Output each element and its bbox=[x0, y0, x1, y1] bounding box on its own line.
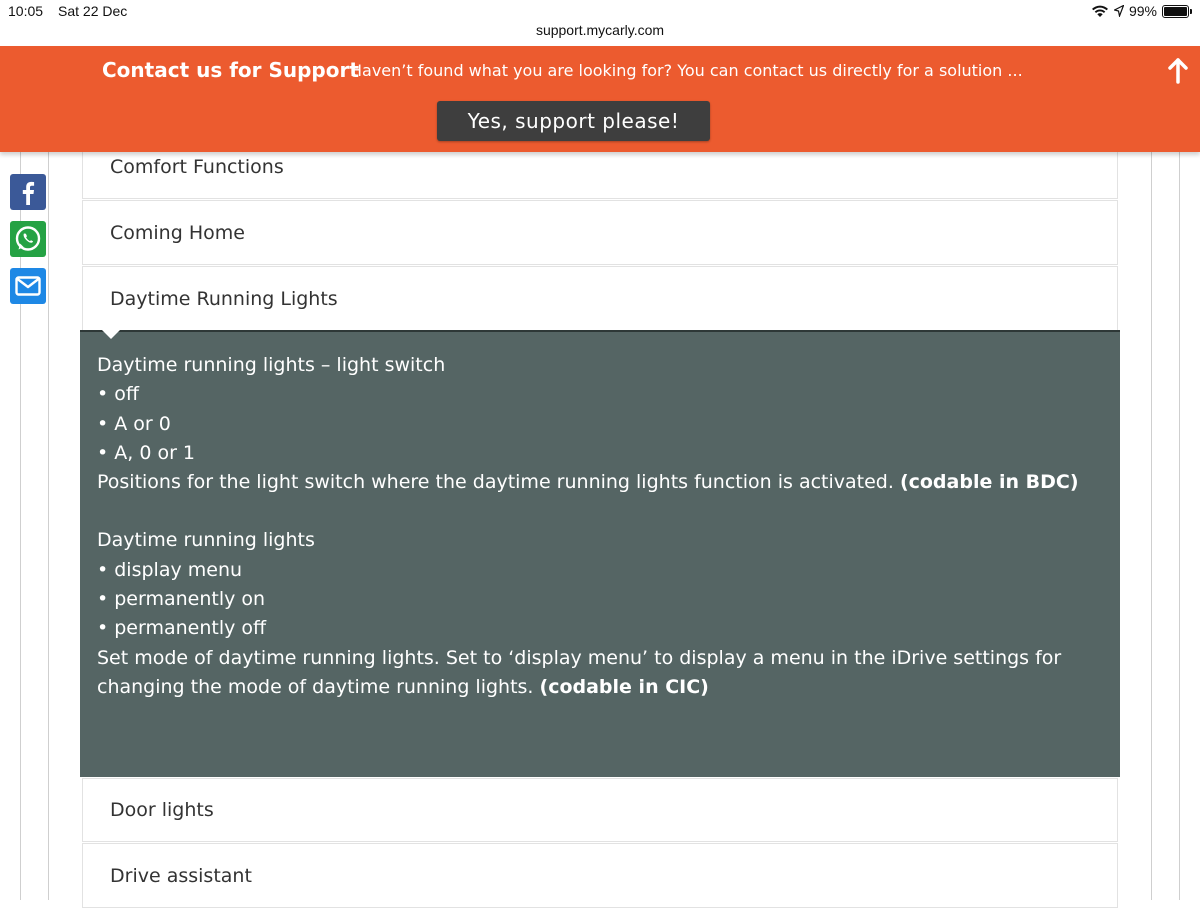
mail-icon bbox=[15, 276, 41, 296]
panel-option: • permanently on bbox=[97, 588, 266, 611]
mail-share-button[interactable] bbox=[10, 268, 46, 304]
accordion-item-label: Comfort Functions bbox=[110, 155, 284, 178]
page-border-right bbox=[1179, 150, 1180, 900]
support-button[interactable]: Yes, support please! bbox=[437, 101, 710, 141]
accordion-item-drive-assistant[interactable] bbox=[82, 843, 1118, 908]
page-border-right-inner bbox=[1151, 150, 1152, 900]
accordion-panel-daytime-running-lights bbox=[80, 330, 1120, 777]
facebook-share-button[interactable] bbox=[10, 174, 46, 210]
panel-codable-tag: (codable in BDC) bbox=[899, 471, 1079, 494]
panel-description bbox=[97, 468, 1103, 497]
panel-codable-tag: (codable in CIC) bbox=[539, 675, 709, 698]
panel-heading-mode: Daytime running lights bbox=[97, 529, 315, 552]
location-arrow-icon bbox=[1114, 5, 1124, 17]
panel-option: • permanently off bbox=[97, 617, 267, 640]
wifi-icon bbox=[1091, 4, 1109, 18]
panel-description-text: Positions for the light switch where the daytime running lights function is activated. bbox=[97, 471, 900, 494]
panel-description bbox=[97, 644, 1103, 703]
battery-percent: 99% bbox=[1128, 3, 1157, 19]
accordion-item-door-lights[interactable] bbox=[82, 778, 1118, 842]
facebook-icon bbox=[17, 179, 39, 205]
whatsapp-share-button[interactable] bbox=[10, 221, 46, 257]
whatsapp-icon bbox=[10, 221, 46, 257]
accordion-item-coming-home[interactable] bbox=[82, 200, 1118, 265]
accordion-pointer bbox=[102, 330, 120, 339]
page-border-left-inner bbox=[48, 150, 49, 900]
status-date: Sat 22 Dec bbox=[58, 3, 128, 19]
banner-subtitle: Haven’t found what you are looking for? You can contact us directly for a solution ... bbox=[350, 61, 1023, 80]
accordion-item-daytime-running-lights[interactable] bbox=[82, 266, 1118, 331]
accordion-item-label: Coming Home bbox=[110, 221, 245, 244]
arrow-up-icon[interactable] bbox=[1168, 58, 1188, 84]
panel-option: • A or 0 bbox=[97, 412, 171, 435]
accordion-item-label: Door lights bbox=[110, 799, 214, 821]
status-time: 10:05 bbox=[8, 3, 44, 19]
accordion-item-label: Daytime Running Lights bbox=[110, 287, 338, 310]
panel-description-text: Set mode of daytime running lights. Set to ‘display menu’ to display a menu in the iDrive settings for changing the mode of daytime running lights. bbox=[97, 646, 1062, 698]
support-banner bbox=[0, 46, 1200, 152]
panel-option: • A, 0 or 1 bbox=[97, 441, 196, 464]
banner-title: Contact us for Support bbox=[102, 58, 359, 82]
panel-option: • off bbox=[97, 383, 139, 406]
panel-heading-light-switch: Daytime running lights – light switch bbox=[97, 354, 446, 376]
status-right bbox=[1091, 3, 1192, 19]
url-bar[interactable]: support.mycarly.com bbox=[535, 22, 665, 38]
status-bar bbox=[0, 0, 1200, 24]
page-border-left bbox=[20, 150, 21, 900]
panel-option: • display menu bbox=[97, 558, 243, 581]
battery-icon bbox=[1162, 5, 1192, 18]
accordion-item-label: Drive assistant bbox=[110, 864, 252, 887]
